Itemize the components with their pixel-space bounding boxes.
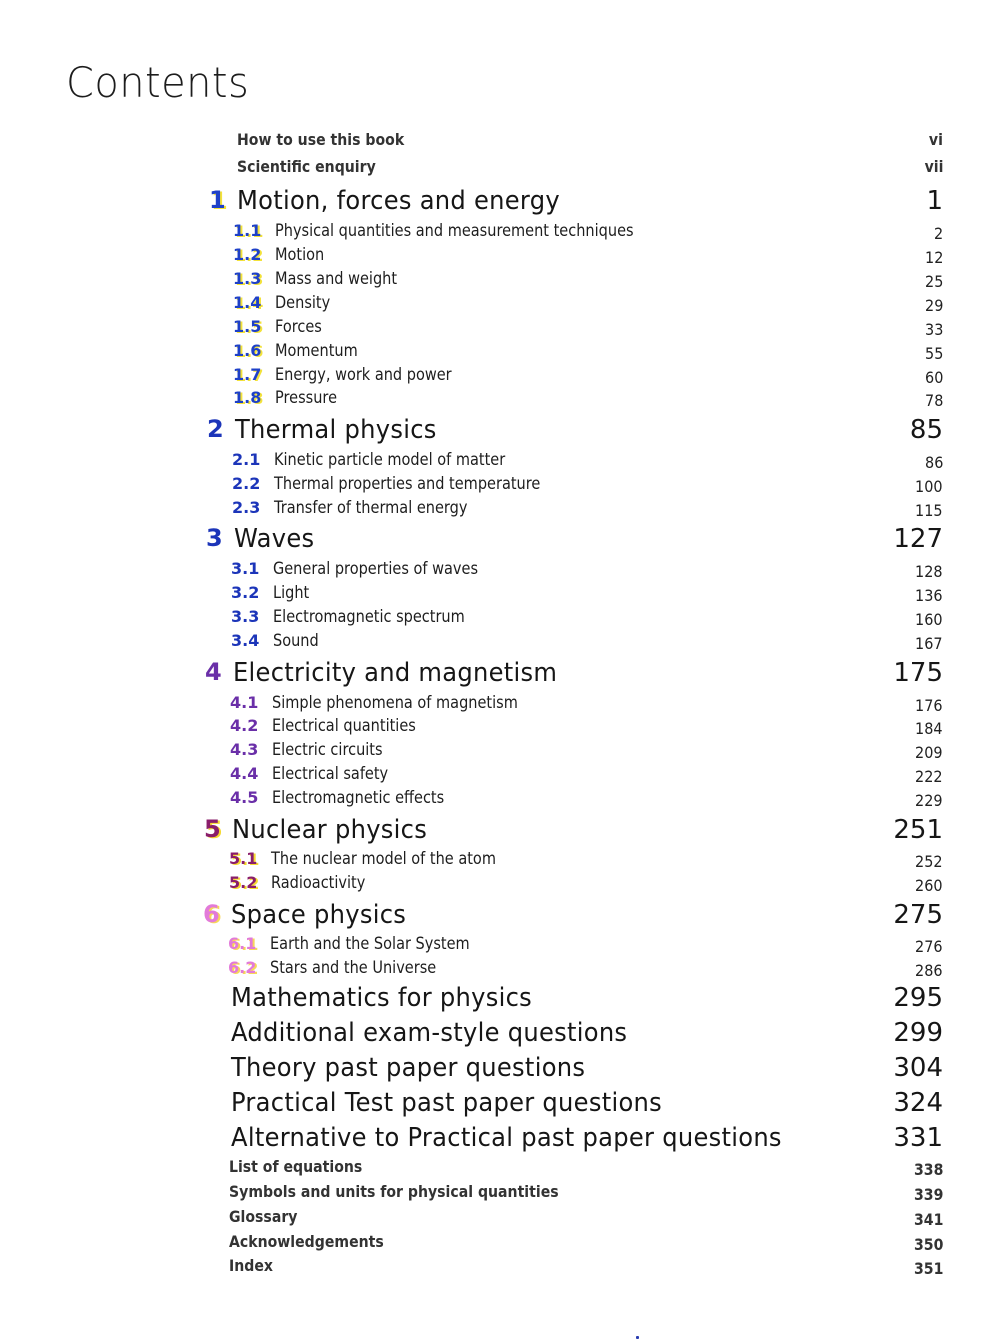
toc-entry-label: Index <box>229 1256 273 1275</box>
section-title: Sound <box>273 631 319 650</box>
page-title: Contents <box>66 58 250 107</box>
section-number: 4.1 <box>230 693 259 712</box>
section-page: 86 <box>924 453 943 472</box>
chapter-number: 3 <box>206 524 223 552</box>
section-title: Motion <box>275 245 325 264</box>
section-title: Pressure <box>275 388 338 407</box>
section-page: 2 <box>933 224 943 243</box>
section-title: Energy, work and power <box>275 365 452 384</box>
toc-entry-label: Alternative to Practical past paper questions <box>231 1123 782 1153</box>
section-page: 276 <box>915 937 943 956</box>
section-number: 6.2 <box>228 958 257 977</box>
section-title: Momentum <box>275 341 358 360</box>
section-page: 25 <box>924 272 943 291</box>
section-number: 1.1 <box>233 221 262 240</box>
section-page: 60 <box>924 368 943 387</box>
section-title: Kinetic particle model of matter <box>274 450 506 469</box>
chapter-title: Electricity and magnetism <box>233 658 558 688</box>
section-page: 229 <box>915 791 943 810</box>
toc-entry-page: 351 <box>913 1259 943 1278</box>
section-title: Mass and weight <box>275 269 398 288</box>
toc-entry-page: 295 <box>893 983 943 1013</box>
section-page: 260 <box>915 876 943 895</box>
section-number: 2.1 <box>232 450 261 469</box>
chapter-page: 127 <box>893 524 943 554</box>
toc-entry-label: Practical Test past paper questions <box>231 1088 663 1118</box>
section-title: Simple phenomena of magnetism <box>272 693 518 712</box>
toc-entry-label: List of equations <box>229 1157 363 1176</box>
section-title: Forces <box>275 317 322 336</box>
section-number: 2.3 <box>232 498 261 517</box>
section-number: 3.2 <box>231 583 260 602</box>
section-page: 286 <box>915 961 943 980</box>
section-title: The nuclear model of the atom <box>271 849 496 868</box>
toc-entry-label: Glossary <box>229 1207 298 1226</box>
chapter-number: 6 <box>203 900 220 928</box>
toc-entry-label: Scientific enquiry <box>237 157 376 176</box>
chapter-page: 251 <box>893 815 943 845</box>
section-title: Electrical quantities <box>272 716 416 735</box>
chapter-page: 85 <box>909 415 943 445</box>
section-title: Earth and the Solar System <box>270 934 470 953</box>
section-title: Electromagnetic spectrum <box>273 607 465 626</box>
toc-entry-page: 324 <box>893 1088 943 1118</box>
section-title: Electromagnetic effects <box>272 788 445 807</box>
section-page: 115 <box>915 501 943 520</box>
section-number: 2.2 <box>232 474 261 493</box>
toc-entry-page: vi <box>928 130 943 149</box>
section-number: 1.4 <box>233 293 262 312</box>
toc-entry-page: 341 <box>913 1210 943 1229</box>
chapter-title: Nuclear physics <box>232 815 428 845</box>
section-title: Electrical safety <box>272 764 389 783</box>
toc-entry-page: 350 <box>913 1235 943 1254</box>
toc-entry-label: How to use this book <box>237 130 405 149</box>
chapter-page: 175 <box>893 658 943 688</box>
section-number: 3.4 <box>231 631 260 650</box>
section-number: 1.5 <box>233 317 262 336</box>
section-number: 4.2 <box>230 716 259 735</box>
section-page: 184 <box>915 719 943 738</box>
section-page: 33 <box>924 320 943 339</box>
section-number: 5.1 <box>229 849 258 868</box>
chapter-number: 5 <box>204 815 221 843</box>
scan-artifact <box>636 1336 639 1339</box>
section-page: 128 <box>915 562 943 581</box>
section-number: 3.3 <box>231 607 260 626</box>
toc-entry-page: 299 <box>893 1018 943 1048</box>
section-page: 12 <box>924 248 943 267</box>
toc-entry-label: Theory past paper questions <box>231 1053 586 1083</box>
section-page: 78 <box>924 391 943 410</box>
section-page: 160 <box>915 610 943 629</box>
toc-entry-label: Mathematics for physics <box>231 983 533 1013</box>
section-page: 209 <box>915 743 943 762</box>
chapter-page: 1 <box>926 186 943 216</box>
section-title: Electric circuits <box>272 740 383 759</box>
section-title: Radioactivity <box>271 873 366 892</box>
section-number: 4.5 <box>230 788 259 807</box>
toc-entry-page: 331 <box>893 1123 943 1153</box>
chapter-title: Waves <box>234 524 315 554</box>
section-page: 252 <box>915 852 943 871</box>
section-page: 100 <box>915 477 943 496</box>
section-title: General properties of waves <box>273 559 479 578</box>
section-page: 136 <box>915 586 943 605</box>
section-number: 4.4 <box>230 764 259 783</box>
section-page: 176 <box>915 696 943 715</box>
section-title: Physical quantities and measurement techniques <box>275 221 634 240</box>
toc-entry-page: 304 <box>893 1053 943 1083</box>
toc-entry-label: Acknowledgements <box>229 1232 384 1251</box>
toc-entry-page: vii <box>924 157 943 176</box>
section-page: 55 <box>924 344 943 363</box>
section-page: 29 <box>924 296 943 315</box>
section-title: Thermal properties and temperature <box>274 474 541 493</box>
chapter-title: Motion, forces and energy <box>237 186 560 216</box>
section-number: 6.1 <box>228 934 257 953</box>
toc-entry-label: Symbols and units for physical quantities <box>229 1182 559 1201</box>
chapter-number: 2 <box>207 415 224 443</box>
section-number: 1.3 <box>233 269 262 288</box>
section-number: 4.3 <box>230 740 259 759</box>
section-number: 1.2 <box>233 245 262 264</box>
section-title: Stars and the Universe <box>270 958 437 977</box>
chapter-page: 275 <box>893 900 943 930</box>
section-page: 167 <box>915 634 943 653</box>
chapter-title: Space physics <box>231 900 407 930</box>
section-title: Density <box>275 293 331 312</box>
toc-entry-page: 339 <box>913 1185 943 1204</box>
section-number: 1.8 <box>233 388 262 407</box>
section-number: 5.2 <box>229 873 258 892</box>
section-number: 3.1 <box>231 559 260 578</box>
toc-entry-label: Additional exam-style questions <box>231 1018 628 1048</box>
chapter-number: 4 <box>205 658 222 686</box>
section-title: Light <box>273 583 310 602</box>
toc-entry-page: 338 <box>913 1160 943 1179</box>
chapter-title: Thermal physics <box>235 415 437 445</box>
chapter-number: 1 <box>209 186 226 214</box>
section-number: 1.6 <box>233 341 262 360</box>
section-number: 1.7 <box>233 365 262 384</box>
section-title: Transfer of thermal energy <box>274 498 468 517</box>
section-page: 222 <box>915 767 943 786</box>
